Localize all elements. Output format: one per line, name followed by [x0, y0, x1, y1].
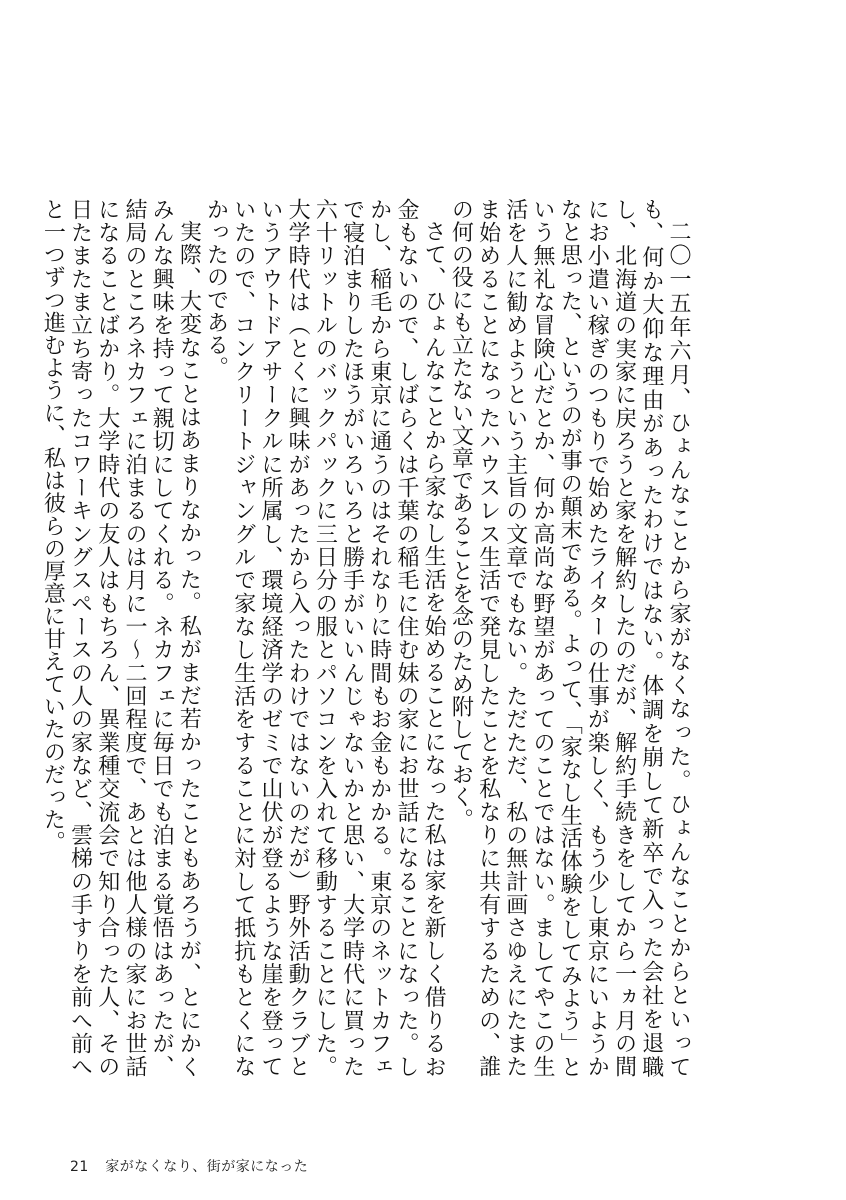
paragraph-1: 二〇一五年六月、ひょんなことから家がなくなった。ひょんなことからといっても、何か大仰な理由があったわけではない。体調を崩して新卒で入った会社を退職し、北海道の実家に戻ろうと家を解約したのだが、解約手続きをしてから一ヵ月の間にお小遣い稼ぎのつもりで始めたライターの仕事が楽しく、もう少し東京にいようかなと思った、というのが事の顛末である。よって、「家なし生活体験をしてみよう」という無礼な冒険心だとか、何か高尚な野望があってのことではない。ましてやこの生活を人に勧めようという主旨の文章でもない。ただただ、私の無計画さゆえにたまたま始めることになったハウスレス生活で発見したことを私なりに共有するための、誰の何の役にも立たない文章であることを念のため附しておく。 — [448, 198, 691, 1078]
paragraph-3: 実際、大変なことはあまりなかった。私がまだ若かったこともあろうが、とにかくみんな興味を持って親切にしてくれる。ネカフェに毎日でも泊まる覚悟はあったが、結局のところネカフェに泊まるのは月に一～二回程度で、あとは他人様の家にお世話になることばかり。大学時代の友人はもちろん、異業種交流会で知り合った人、その日たまたま立ち寄ったコワーキングスペースの人の家など、雲梯の手すりを前へ前へと一つずつ進むように、私は彼らの厚意に甘えていたのだった。 — [40, 198, 202, 1078]
paragraph-2: さて、ひょんなことから家なし生活を始めることになった私は家を新しく借りるお金もないので、しばらくは千葉の稲毛に住む妹の家にお世話になることになった。しかし、稲毛から東京に通うのはそれなりに時間もお金もかかる。東京のネットカフェで寝泊まりしたほうがいろいろと勝手がいいんじゃないかと思い、大学時代に買った六十リットルのバックパックに三日分の服とパソコンを入れて移動することにした。大学時代は（とくに興味があったから入ったわけではないのだが）野外活動クラブというアウトドアサークルに所属し、環境経済学のゼミで山伏が登るような崖を登っていたので、コンクリートジャングルで家なし生活をすることに対して抵抗もとくになかったのである。 — [203, 198, 447, 1078]
running-title: 家がなくなり、街が家になった — [105, 1159, 309, 1175]
page-footer — [70, 1156, 308, 1176]
page-number: 21 — [70, 1159, 89, 1175]
vertical-text-body — [40, 198, 692, 1078]
